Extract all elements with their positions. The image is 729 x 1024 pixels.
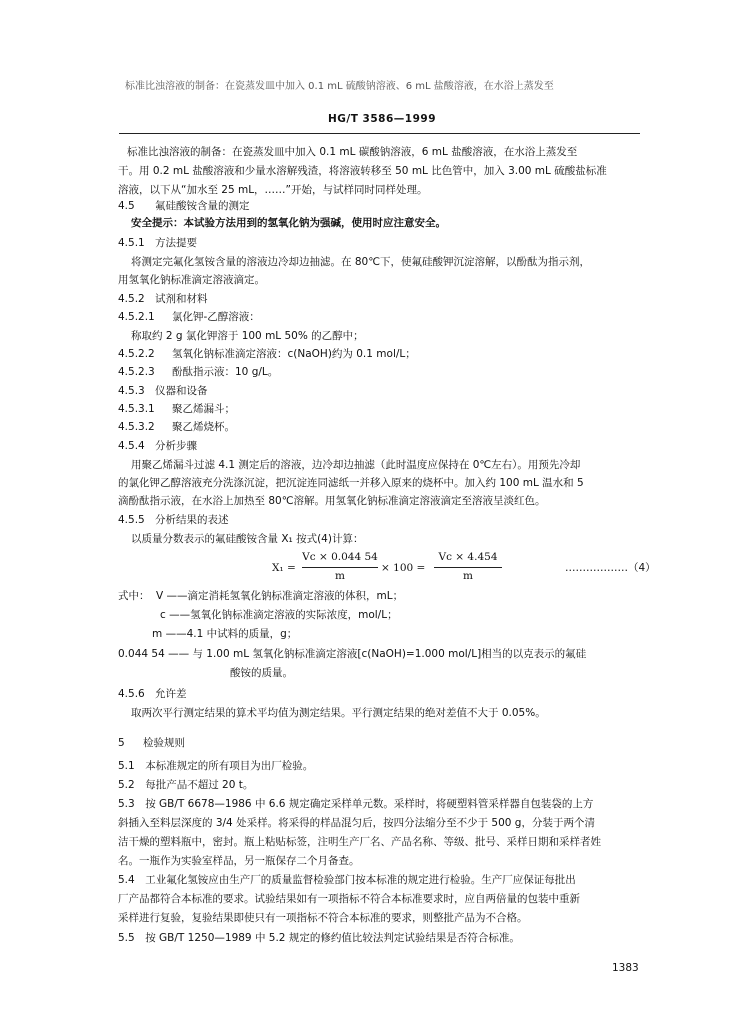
- body-line: 氢氧化钠标准滴定溶液：c(NaOH)约为 0.1 mol/L；: [172, 348, 416, 360]
- section-title: 氟硅酸铵含量的测定: [155, 200, 250, 212]
- section-number: 4.5.1: [118, 237, 145, 249]
- clause-line: 名。一瓶作为实验室样品，另一瓶保存二个月备查。: [118, 855, 360, 867]
- body-line: 酚酞指示液：10 g/L。: [172, 366, 279, 378]
- section-title: 分析结果的表述: [155, 514, 229, 526]
- clause-line: 洁干燥的塑料瓶中，密封。瓶上粘贴标签，注明生产厂名、产品名称、等级、批号、采样日期和采样者姓: [118, 836, 601, 848]
- body-line: 溶液，以下从“加水至 25 mL，……”开始，与试样同时同样处理。: [118, 184, 428, 196]
- clause: 5.1 本标准规定的所有项目为出厂检验。: [118, 760, 314, 772]
- section-number: 4.5.2.3: [118, 366, 155, 378]
- section-number: 4.5.4: [118, 440, 145, 452]
- body-line: 干。用 0.2 mL 盐酸溶液和少量水溶解残渣，将溶液转移至 50 mL 比色管中，加入 3.00 mL 硫酸盐标准: [118, 165, 607, 177]
- section-number: 4.5: [118, 200, 135, 212]
- section-title: 氯化钾-乙醇溶液：: [172, 311, 260, 323]
- variable-definition: c ——氢氧化钠标准滴定溶液的实际浓度，mol/L；: [160, 609, 398, 621]
- section-number: 4.5.5: [118, 514, 145, 526]
- section-title: 允许差: [155, 688, 187, 700]
- section-number: 4.5.2.2: [118, 348, 155, 360]
- section-title: 仪器和设备: [155, 385, 208, 397]
- safety-note: 安全提示：本试验方法用到的氢氧化钠为强碱，使用时应注意安全。: [131, 217, 446, 229]
- section-number: 4.5.2: [118, 293, 145, 305]
- body-line: 以质量分数表示的氟硅酸铵含量 X₁ 按式(4)计算：: [131, 533, 364, 545]
- clause: 5.4 工业氟化氢铵应由生产厂的质量监督检验部门按本标准的规定进行检验。生产厂应保证每批出: [118, 874, 576, 886]
- chapter-title: 检验规则: [143, 737, 185, 749]
- body-line: 称取约 2 g 氯化钾溶于 100 mL 50% 的乙醇中；: [131, 330, 364, 342]
- header-rule: [119, 133, 640, 134]
- section-title: 分析步骤: [155, 440, 197, 452]
- body-line: 聚乙烯烧杯。: [172, 421, 235, 433]
- clause-line: 斜插入至料层深度的 3/4 处采样。将采得的样品混匀后，按四分法缩分至不少于 500 g，分装于两个清: [118, 817, 595, 829]
- fraction-bar-2: [434, 567, 502, 568]
- fraction-bar-1: [302, 567, 378, 568]
- clause: 5.2 每批产品不超过 20 t。: [118, 779, 254, 791]
- body-line: 将测定完氟化氢铵含量的溶液边冷却边抽滤。在 80℃下，使氟硅酸钾沉淀溶解，以酚酞为指示剂，: [131, 256, 590, 268]
- section-number: 4.5.3: [118, 385, 145, 397]
- formula-denominator-1: m: [335, 570, 345, 582]
- equation-number: ………………（4）: [565, 562, 656, 574]
- clause: 5.3 按 GB/T 6678—1986 中 6.6 规定确定采样单元数。采样时，将硬塑料管采样器自包装袋的上方: [118, 798, 594, 810]
- section-number: 4.5.3.1: [118, 403, 155, 415]
- page-number: 1383: [612, 962, 639, 974]
- formula-denominator-2: m: [463, 570, 473, 582]
- where-label: 式中：: [118, 590, 150, 602]
- variable-definition: m ——4.1 中试料的质量，g；: [152, 628, 298, 640]
- section-number: 4.5.2.1: [118, 311, 155, 323]
- top-stray-text: 标准比浊溶液的制备：在瓷蒸发皿中加入 0.1 mL 硫酸钠溶液、6 mL 盐酸溶液，在水浴上蒸发至: [125, 81, 554, 92]
- body-line: 聚乙烯漏斗；: [172, 403, 235, 415]
- formula-multiplier: × 100 =: [381, 562, 426, 574]
- formula-numerator-1: Vc × 0.044 54: [302, 551, 378, 563]
- variable-definition: V ——滴定消耗氢氧化钠标准滴定溶液的体积，mL；: [156, 590, 404, 602]
- section-title: 方法提要: [155, 237, 197, 249]
- clause: 5.5 按 GB/T 1250—1989 中 5.2 规定的修约值比较法判定试验结果是否符合标准。: [118, 932, 520, 944]
- body-line: 的氯化钾乙醇溶液充分洗涤沉淀，把沉淀连同滤纸一并移入原来的烧杯中。加入约 100 mL 温水和 5: [118, 477, 584, 489]
- body-line: 取两次平行测定结果的算术平均值为测定结果。平行测定结果的绝对差值不大于 0.05%。: [131, 707, 546, 719]
- section-number: 4.5.3.2: [118, 421, 155, 433]
- formula-lhs: X₁ =: [272, 562, 296, 574]
- body-line: 滴酚酞指示液，在水浴上加热至 80℃溶解。用氢氧化钠标准滴定溶液滴定至溶液呈淡红色。: [118, 495, 546, 507]
- clause-line: 厂产品都符合本标准的要求。试验结果如有一项指标不符合本标准要求时，应自两倍量的包装中重新: [118, 893, 580, 905]
- variable-definition: 酸铵的质量。: [230, 667, 293, 679]
- variable-definition: 0.044 54 —— 与 1.00 mL 氢氧化钠标准滴定溶液[c(NaOH)=1.000 mol/L]相当的以克表示的氟硅: [118, 648, 587, 660]
- section-number: 4.5.6: [118, 688, 145, 700]
- body-line: 标准比浊溶液的制备：在瓷蒸发皿中加入 0.1 mL 碳酸钠溶液，6 mL 盐酸溶液，在水浴上蒸发至: [127, 146, 578, 158]
- chapter-number: 5: [118, 737, 125, 749]
- clause-line: 采样进行复验，复验结果即使只有一项指标不符合本标准的要求，则整批产品为不合格。: [118, 912, 528, 924]
- body-line: 用氢氧化钠标准滴定溶液滴定。: [118, 274, 265, 286]
- section-title: 试剂和材料: [155, 293, 208, 305]
- standard-code: HG/T 3586—1999: [328, 113, 437, 125]
- formula-numerator-2: Vc × 4.454: [438, 551, 498, 563]
- body-line: 用聚乙烯漏斗过滤 4.1 测定后的溶液，边冷却边抽滤（此时温度应保持在 0℃左右）。用预先冷却: [131, 459, 581, 471]
